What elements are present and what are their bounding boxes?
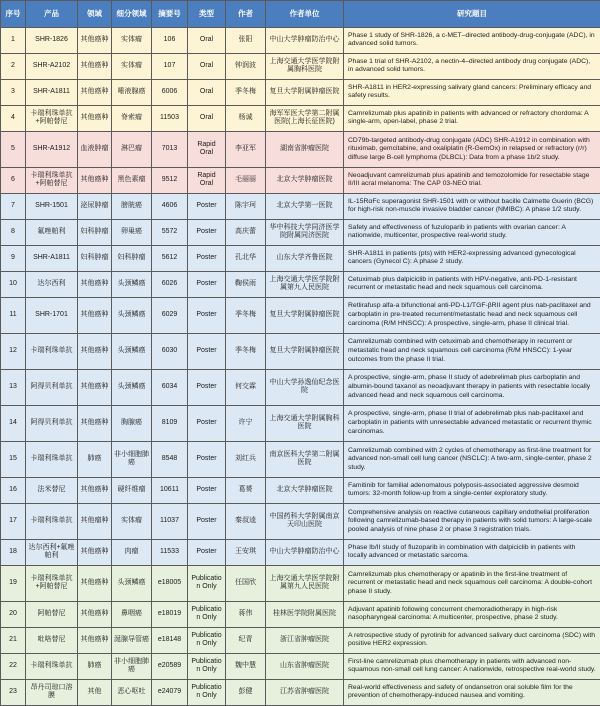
cell-presentation-type: Poster <box>188 369 226 405</box>
table-row <box>1 441 600 477</box>
cell-presentation-type: Poster <box>188 271 226 297</box>
cell-product: 卡瑞利珠单抗+阿帕替尼 <box>26 167 78 193</box>
cell-presentation-type: Publication Only <box>188 653 226 679</box>
cell-field: 其他癌种 <box>78 539 112 565</box>
header-cell-product: 产品 <box>26 1 78 28</box>
cell-affiliation: 复旦大学附属肿瘤医院 <box>266 79 344 105</box>
cell-abstract-number: 11503 <box>152 105 188 131</box>
cell-field: 其他癌种 <box>78 477 112 503</box>
cell-author: 钟润波 <box>226 53 266 79</box>
cell-presentation-type: Poster <box>188 219 226 245</box>
cell-field: 其他癌种 <box>78 369 112 405</box>
cell-product: 卡瑞利珠单抗+阿帕替尼 <box>26 565 78 601</box>
cell-author: 纪青 <box>226 627 266 653</box>
cell-product: 卡瑞利珠单抗 <box>26 503 78 539</box>
cell-presentation-type: Poster <box>188 477 226 503</box>
cell-abstract-number: 9512 <box>152 167 188 193</box>
cell-subfield: 卵巢癌 <box>112 219 152 245</box>
table-row <box>1 193 600 219</box>
cell-author: 许宁 <box>226 405 266 441</box>
cell-author: 秦叔逵 <box>226 503 266 539</box>
cell-subfield: 涎腺导管癌 <box>112 627 152 653</box>
cell-abstract-number: 8548 <box>152 441 188 477</box>
cell-field: 妇科肿瘤 <box>78 219 112 245</box>
cell-subfield: 胸腺癌 <box>112 405 152 441</box>
table-row <box>1 477 600 503</box>
header-cell-affiliation: 作者单位 <box>266 1 344 28</box>
table-row <box>1 333 600 369</box>
cell-presentation-type: Rapid Oral <box>188 131 226 167</box>
header-cell-author: 作者 <box>226 1 266 28</box>
cell-abstract-number: 6006 <box>152 79 188 105</box>
cell-affiliation: 浙江省肿瘤医院 <box>266 627 344 653</box>
table-row <box>1 539 600 565</box>
cell-affiliation: 中山大学孙逸仙纪念医院 <box>266 369 344 405</box>
cell-field: 其他癌种 <box>78 297 112 333</box>
cell-row-number: 12 <box>1 333 26 369</box>
cell-abstract-number: 11037 <box>152 503 188 539</box>
cell-affiliation: 北京大学第一医院 <box>266 193 344 219</box>
cell-row-number: 7 <box>1 193 26 219</box>
cell-study-title: Safety and effectiveness of fuzuloparib in patients with ovarian cancer: A nationwide, multicenter, prospective real-world study. <box>344 219 600 245</box>
cell-abstract-number: 11533 <box>152 539 188 565</box>
cell-study-title: Camrelizumab plus chemotherapy or apatinib in the first-line treatment of recurrent or metastatic head and neck squamous cell carcinoma: A double-cohort phase II study. <box>344 565 600 601</box>
header-cell-type: 类型 <box>188 1 226 28</box>
cell-field: 其他 <box>78 679 112 705</box>
cell-row-number: 17 <box>1 503 26 539</box>
cell-subfield: 实体瘤 <box>112 503 152 539</box>
cell-author: 何交霖 <box>226 369 266 405</box>
cell-presentation-type: Poster <box>188 333 226 369</box>
cell-product: 阿帕替尼 <box>26 601 78 627</box>
cell-presentation-type: Oral <box>188 28 226 54</box>
table-row <box>1 601 600 627</box>
cell-affiliation: 复旦大学附属肿瘤医院 <box>266 333 344 369</box>
cell-study-title: A prospective, single-arm, phase II study of adebrelimab plus carboplatin and albumin-bound taxanol as neoadjuvant therapy in patients with resectable locally advanced head and neck squamous cell carcinoma. <box>344 369 600 405</box>
table-row <box>1 79 600 105</box>
cell-study-title: Camrelizumab combined with cetuximab and chemotherapy in recurrent or metastatic head and neck squamous cell carcinoma (R/M HNSCC): 1-year outcomes from the phase II trial. <box>344 333 600 369</box>
cell-abstract-number: 106 <box>152 28 188 54</box>
cell-row-number: 18 <box>1 539 26 565</box>
cell-presentation-type: Rapid Oral <box>188 167 226 193</box>
table-row <box>1 653 600 679</box>
table-row <box>1 245 600 271</box>
table-row <box>1 405 600 441</box>
cell-presentation-type: Oral <box>188 53 226 79</box>
cell-affiliation: 中山大学肿瘤防治中心 <box>266 539 344 565</box>
cell-affiliation: 江苏省肿瘤医院 <box>266 679 344 705</box>
cell-study-title: A retrospective study of pyrotinib for advanced salivary duct carcinoma (SDC) with positive HER2 expression. <box>344 627 600 653</box>
cell-product: SHR-A1811 <box>26 79 78 105</box>
cell-author: 刘红兵 <box>226 441 266 477</box>
cell-author: 杨诚 <box>226 105 266 131</box>
cell-abstract-number: 4606 <box>152 193 188 219</box>
cell-subfield: 头颈鳞癌 <box>112 297 152 333</box>
cell-author: 任国欣 <box>226 565 266 601</box>
cell-presentation-type: Poster <box>188 503 226 539</box>
cell-study-title: Phase 1 study of SHR-1826, a c-MET–directed antibody-drug-conjugate (ADC), in advanced solid tumors. <box>344 28 600 54</box>
cell-field: 其他癌种 <box>78 333 112 369</box>
cell-study-title: Camrelizumab combined with 2 cycles of chemotherapy as first-line treatment for advanced non-small cell lung cancer (NSCLC): A two-arm, single-center, phase 2 study. <box>344 441 600 477</box>
cell-subfield: 头颈鳞癌 <box>112 333 152 369</box>
cell-author: 彭健 <box>226 679 266 705</box>
cell-presentation-type: Publication Only <box>188 679 226 705</box>
header-cell-subfield: 细分领域 <box>112 1 152 28</box>
cell-presentation-type: Poster <box>188 539 226 565</box>
cell-abstract-number: 5572 <box>152 219 188 245</box>
cell-row-number: 10 <box>1 271 26 297</box>
cell-product: 氟唑帕利 <box>26 219 78 245</box>
cell-abstract-number: e18148 <box>152 627 188 653</box>
table-row <box>1 131 600 167</box>
cell-author: 葛赟 <box>226 477 266 503</box>
table-row <box>1 105 600 131</box>
cell-field: 其他癌种 <box>78 53 112 79</box>
cell-study-title: Adjuvant apatinib following concurrent chemoradiotherapy in high-risk nasopharyngeal carcinoma: A multicenter, prospective, phase 2 study. <box>344 601 600 627</box>
cell-author: 鞠侯雨 <box>226 271 266 297</box>
cell-affiliation: 北京大学肿瘤医院 <box>266 167 344 193</box>
cell-author: 陈宇珂 <box>226 193 266 219</box>
cell-abstract-number: 10611 <box>152 477 188 503</box>
cell-product: 卡瑞利珠单抗 <box>26 653 78 679</box>
cell-author: 王安琪 <box>226 539 266 565</box>
cell-field: 其他癌种 <box>78 627 112 653</box>
table-row <box>1 53 600 79</box>
cell-subfield: 黑色素瘤 <box>112 167 152 193</box>
cell-study-title: Phase 1 trial of SHR-A2102, a nectin-4–directed antibody drug conjugate (ADC), in advanced solid tumors. <box>344 53 600 79</box>
header-cell-abstract-number: 摘要号 <box>152 1 188 28</box>
cell-author: 季冬梅 <box>226 297 266 333</box>
cell-abstract-number: 8109 <box>152 405 188 441</box>
cell-product: 昂丹司琼口溶膜 <box>26 679 78 705</box>
cell-row-number: 9 <box>1 245 26 271</box>
table-row <box>1 679 600 705</box>
cell-row-number: 23 <box>1 679 26 705</box>
cell-product: SHR-1701 <box>26 297 78 333</box>
cell-study-title: Camrelizumab plus apatinib in patients with advanced or refractory chordoma: A single-arm, open-label, phase 2 trial. <box>344 105 600 131</box>
cell-study-title: Phase Ib/II study of fluzoparib in combination with dalpiciclib in patients with locally advanced or metastatic sarcoma. <box>344 539 600 565</box>
cell-subfield: 淋巴瘤 <box>112 131 152 167</box>
cell-subfield: 非小细胞肺癌 <box>112 653 152 679</box>
table-row <box>1 627 600 653</box>
cell-product: SHR-A2102 <box>26 53 78 79</box>
cell-row-number: 19 <box>1 565 26 601</box>
cell-author: 魏中慧 <box>226 653 266 679</box>
cell-study-title: Cetuximab plus dalpiciclib in patients with HPV-negative, anti-PD-1-resistant recurrent or metastatic head and neck squamous cell carcinoma. <box>344 271 600 297</box>
cell-presentation-type: Oral <box>188 79 226 105</box>
cell-author: 毛丽丽 <box>226 167 266 193</box>
cell-subfield: 妇科肿瘤 <box>112 245 152 271</box>
cell-affiliation: 桂林医学院附属医院 <box>266 601 344 627</box>
cell-product: 吡咯替尼 <box>26 627 78 653</box>
cell-field: 其他癌种 <box>78 167 112 193</box>
cell-product: SHR-1826 <box>26 28 78 54</box>
cell-affiliation: 南京医科大学第二附属医院 <box>266 441 344 477</box>
cell-study-title: IL-15RαFc superagonist SHR-1501 with or without bacille Calmette Guerin (BCG) for high-risk non-muscle invasive bladder cancer (NMIBC): A phase 1/2 study. <box>344 193 600 219</box>
cell-field: 肺癌 <box>78 441 112 477</box>
cell-author: 蒋伟 <box>226 601 266 627</box>
cell-row-number: 22 <box>1 653 26 679</box>
cell-row-number: 11 <box>1 297 26 333</box>
cell-author: 高庆蕾 <box>226 219 266 245</box>
cell-subfield: 实体瘤 <box>112 28 152 54</box>
cell-field: 妇科肿瘤 <box>78 245 112 271</box>
cell-product: 达尔西利+氟唑帕利 <box>26 539 78 565</box>
cell-product: 达尔西利 <box>26 271 78 297</box>
cell-subfield: 脊索瘤 <box>112 105 152 131</box>
cell-subfield: 头颈鳞癌 <box>112 271 152 297</box>
header-cell-no: 序号 <box>1 1 26 28</box>
cell-field: 其他癌种 <box>78 79 112 105</box>
cell-product: 卡瑞利珠单抗 <box>26 333 78 369</box>
cell-product: 卡瑞利珠单抗+阿帕替尼 <box>26 105 78 131</box>
cell-affiliation: 中国药科大学附属南京天印山医院 <box>266 503 344 539</box>
cell-field: 其他癌种 <box>78 105 112 131</box>
cell-abstract-number: 6029 <box>152 297 188 333</box>
cell-presentation-type: Poster <box>188 193 226 219</box>
cell-field: 其他癌种 <box>78 405 112 441</box>
cell-study-title: Neoadjuvant camrelizumab plus apatinib and temozolomide for resectable stage II/III acral melanoma: The CAP 03-NEO trial. <box>344 167 600 193</box>
cell-field: 其他癌种 <box>78 28 112 54</box>
cell-affiliation: 复旦大学附属肿瘤医院 <box>266 297 344 333</box>
cell-field: 血液肿瘤 <box>78 131 112 167</box>
cell-abstract-number: 5612 <box>152 245 188 271</box>
cell-study-title: CD79b-targeted antibody-drug conjugate (ADC) SHR-A1912 in combination with rituximab, gemcitabine, and oxaliplatin (R-GemOx) in relapsed or refractory (r/r) diffuse large B-cell lymphoma (DLBCL): Data from a phase 1b/2 study. <box>344 131 600 167</box>
cell-product: 法米替尼 <box>26 477 78 503</box>
cell-abstract-number: 6030 <box>152 333 188 369</box>
cell-row-number: 8 <box>1 219 26 245</box>
cell-abstract-number: 107 <box>152 53 188 79</box>
cell-affiliation: 山东大学齐鲁医院 <box>266 245 344 271</box>
table-header-row <box>1 1 600 28</box>
table-row <box>1 219 600 245</box>
table-row <box>1 271 600 297</box>
cell-subfield: 鼻咽癌 <box>112 601 152 627</box>
cell-subfield: 头颈鳞癌 <box>112 565 152 601</box>
cell-study-title: Famitinib for familial adenomatous polyposis-associated aggressive desmoid tumors: 32-month follow-up from a single-center exploratory study. <box>344 477 600 503</box>
cell-row-number: 15 <box>1 441 26 477</box>
cell-author: 张阳 <box>226 28 266 54</box>
cell-author: 季冬梅 <box>226 333 266 369</box>
cell-row-number: 3 <box>1 79 26 105</box>
cell-abstract-number: e18005 <box>152 565 188 601</box>
cell-presentation-type: Publication Only <box>188 627 226 653</box>
cell-subfield: 恶心呕吐 <box>112 679 152 705</box>
cell-row-number: 16 <box>1 477 26 503</box>
table-row <box>1 167 600 193</box>
cell-row-number: 4 <box>1 105 26 131</box>
cell-field: 其他癌种 <box>78 601 112 627</box>
table-row <box>1 28 600 54</box>
cell-author: 季冬梅 <box>226 79 266 105</box>
cell-field: 其他瘤种 <box>78 503 112 539</box>
cell-product: SHR-1501 <box>26 193 78 219</box>
cell-author: 孔北华 <box>226 245 266 271</box>
table-row <box>1 369 600 405</box>
cell-row-number: 21 <box>1 627 26 653</box>
header-cell-field: 领域 <box>78 1 112 28</box>
cell-affiliation: 山东省肿瘤医院 <box>266 653 344 679</box>
cell-affiliation: 海军军医大学第二附属医院(上海长征医院) <box>266 105 344 131</box>
cell-presentation-type: Poster <box>188 297 226 333</box>
cell-author: 李亚军 <box>226 131 266 167</box>
cell-presentation-type: Poster <box>188 405 226 441</box>
cell-field: 其他癌种 <box>78 271 112 297</box>
cell-row-number: 5 <box>1 131 26 167</box>
cell-row-number: 20 <box>1 601 26 627</box>
cell-affiliation: 北京大学肿瘤医院 <box>266 477 344 503</box>
cell-row-number: 14 <box>1 405 26 441</box>
cell-affiliation: 上海交通大学医学院附属胸科医院 <box>266 53 344 79</box>
cell-affiliation: 湖南省肿瘤医院 <box>266 131 344 167</box>
cell-abstract-number: 6026 <box>152 271 188 297</box>
cell-abstract-number: e18019 <box>152 601 188 627</box>
cell-study-title: First-line camrelizumab plus chemotherapy in patients with advanced non-squamous non-small cell lung cancer: A nationwide, retrospective real-world study. <box>344 653 600 679</box>
cell-affiliation: 上海交通大学医学院附属第九人民医院 <box>266 565 344 601</box>
header-cell-study-title: 研究题目 <box>344 1 600 28</box>
cell-subfield: 非小细胞肺癌 <box>112 441 152 477</box>
table-row <box>1 297 600 333</box>
cell-subfield: 头颈鳞癌 <box>112 369 152 405</box>
cell-field: 泌尿肿瘤 <box>78 193 112 219</box>
cell-presentation-type: Poster <box>188 245 226 271</box>
table-row <box>1 503 600 539</box>
cell-affiliation: 上海交通大学医学院附属第九人民医院 <box>266 271 344 297</box>
cell-study-title: Real-world effectiveness and safety of ondansetron oral soluble film for the prevention of chemotherapy-induced nausea and vomiting. <box>344 679 600 705</box>
cell-abstract-number: e20589 <box>152 653 188 679</box>
cell-product: 卡瑞利珠单抗 <box>26 441 78 477</box>
cell-affiliation: 上海交通大学附属胸科医院 <box>266 405 344 441</box>
cell-study-title: A prospective, single-arm, phase II trial of adebrelimab plus nab-paclitaxel and carboplatin in patients with unresectable advanced metastatic or recurrent thymic carcinomas. <box>344 405 600 441</box>
cell-presentation-type: Publication Only <box>188 565 226 601</box>
cell-product: 阿得贝利单抗 <box>26 405 78 441</box>
cell-subfield: 肉瘤 <box>112 539 152 565</box>
cell-field: 其他癌种 <box>78 565 112 601</box>
cell-subfield: 硬纤维瘤 <box>112 477 152 503</box>
cell-subfield: 实体瘤 <box>112 53 152 79</box>
cell-product: SHR-A1811 <box>26 245 78 271</box>
cell-presentation-type: Poster <box>188 441 226 477</box>
cell-field: 肺癌 <box>78 653 112 679</box>
cell-affiliation: 中山大学肿瘤防治中心 <box>266 28 344 54</box>
cell-presentation-type: Oral <box>188 105 226 131</box>
cell-subfield: 膀胱癌 <box>112 193 152 219</box>
cell-study-title: Comprehensive analysis on reactive cutaneous capillary endothelial proliferation following camrelizumab-based therapy in patients with solid tumors: A large-scale pooled analysis of nine phase 2 or phase 3 registration trials. <box>344 503 600 539</box>
cell-study-title: SHR-A1811 in patients (pts) with HER2-expressing advanced gynecological cancers (Gynecol C): A phase 2 study. <box>344 245 600 271</box>
cell-row-number: 1 <box>1 28 26 54</box>
cell-affiliation: 华中科技大学同济医学院附属同济医院 <box>266 219 344 245</box>
cell-row-number: 13 <box>1 369 26 405</box>
cell-row-number: 2 <box>1 53 26 79</box>
cell-row-number: 6 <box>1 167 26 193</box>
cell-product: SHR-A1912 <box>26 131 78 167</box>
cell-study-title: SHR-A1811 in HER2-expressing salivary gland cancers: Preliminary efficacy and safety results. <box>344 79 600 105</box>
cell-product: 阿得贝利单抗 <box>26 369 78 405</box>
cell-presentation-type: Publication Only <box>188 601 226 627</box>
cell-abstract-number: 7013 <box>152 131 188 167</box>
cell-study-title: Retlirafusp alfa-a bifunctional anti-PD-L1/TGF-βRII agent plus nab-paclitaxel and carboplatin in pre-treated recurrent/metastatic head and neck squamous cell carcinoma (R/M HNSCC): A prospective, single-arm, phase II clinical trial. <box>344 297 600 333</box>
cell-abstract-number: e24079 <box>152 679 188 705</box>
cell-abstract-number: 6034 <box>152 369 188 405</box>
cell-subfield: 唾液腺癌 <box>112 79 152 105</box>
table-row <box>1 565 600 601</box>
